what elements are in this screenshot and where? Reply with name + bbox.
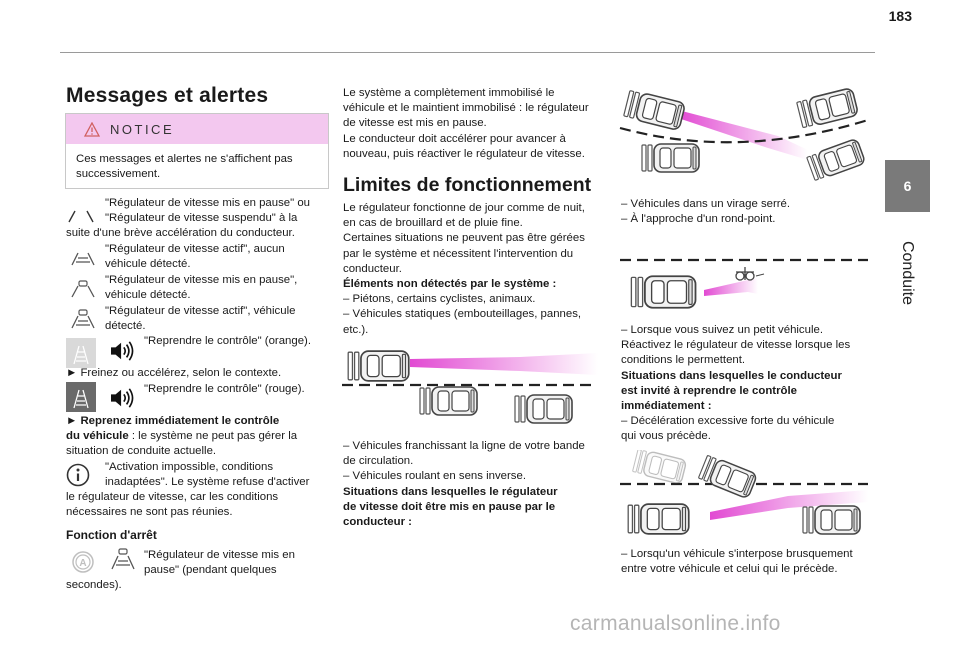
entry-paused-line2: "Régulateur de vitesse suspendu" à la [105,212,298,224]
auto-hold-letter: A [79,558,87,569]
illustration-cut-in [618,450,870,538]
watermark: carmanualsonline.info [570,612,781,635]
entry-paused-line3: suite d'une brève accélération du conducteur. [66,227,295,239]
col2-para2-line: en cas de brouillard et de pluie fine. [343,217,523,230]
speaker-icon [108,340,136,362]
entry-orange-action: ► Freinez ou accélérez, selon le contexte. [66,367,282,379]
col2-para2-line: conducteur. [343,262,402,275]
entry-paused-detected-line2: véhicule détecté. [105,289,191,301]
radar-beam [704,278,758,296]
section-side-label [880,218,935,328]
col2-para3-bold: de vitesse doit être mis en pause par le [343,500,556,513]
entry-red-action-bold: du véhicule [66,430,129,442]
warning-icon [84,122,100,137]
section-tab[interactable]: 6 [885,160,930,212]
crossing-car [420,387,477,415]
active-no-vehicle-icon [70,250,96,266]
heading-messages: Messages et alertes [66,84,269,107]
col2-para1-line: véhicule et le maintient immobilisé : le régulateur [343,102,589,115]
col3-para2-line: Réactivez le régulateur de vitesse lorsque les [621,339,851,352]
own-car [623,90,685,131]
col3-para3 [621,547,853,577]
entry-paused-line1: "Régulateur de vitesse mis en pause" ou [105,197,311,209]
own-car [628,504,689,534]
entry-active-detected-line1: "Régulateur de vitesse actif", véhicule [105,305,296,317]
col2-para3-bold: conducteur : [343,516,412,529]
col3-para1 [621,197,790,227]
col2-para2 [343,201,585,338]
notice-box [65,113,329,189]
motorcycle-icon [736,267,764,280]
entry-active-detected-line2: détecté. [105,320,146,332]
entry-take-control-red: "Reprendre le contrôle" (rouge). [144,383,305,395]
col2-para2-line: etc.). [343,323,369,336]
notice-header [66,114,328,144]
col2-para3-line: – Véhicules roulant en sens inverse. [343,470,526,483]
col2-para1-line: de vitesse est mis en pause. [343,117,487,130]
col3-para2 [621,323,850,445]
own-car [348,351,409,381]
col2-para2-line: Certaines situations ne peuvent pas être gérées [343,232,585,245]
col2-para1-line: Le conducteur doit accélérer pour avancer à [343,132,566,145]
col2-para3-line: de circulation. [343,455,414,468]
col2-para2-line: – Véhicules statiques (embouteillages, pannes, [343,308,582,321]
entry-unavailable-line1: "Activation impossible, conditions [105,461,274,473]
other-car [515,395,572,423]
preceding-car [803,506,860,534]
section-label-text: Conduite [899,240,916,306]
entry-active-none-line2: véhicule détecté. [105,258,191,270]
subheading-stop-function: Fonction d'arrêt [66,528,157,542]
entry-unavailable-line4: nécessaires ne sont pas réunies. [66,506,233,518]
entry-active-none-line1: "Régulateur de vitesse actif", aucun [105,243,285,255]
entry-unavailable-line3: le régulateur de vitesse, car les conditions [66,491,279,503]
heading-limits: Limites de fonctionnement [343,174,592,196]
entry-stop-line2: pause" (pendant quelques [144,564,277,576]
paused-vehicle-icon [110,548,136,570]
col2-para2-line: Le régulateur fonctionne de jour comme de nuit, [343,202,585,214]
illustration-lane-crossing [340,345,598,427]
col2-para2-bold: Éléments non détectés par le système : [343,278,557,291]
entry-take-control-orange: "Reprendre le contrôle" (orange). [144,335,312,347]
take-control-red-icon [66,382,96,412]
entry-stop-line3: secondes). [66,579,122,591]
col3-para2-bold: est invité à reprendre le contrôle [621,384,797,397]
cut-in-car [698,454,757,498]
parallel-car [642,144,699,172]
entry-red-action-rest: : le système ne peut pas gérer la [128,430,298,442]
col3-para2-bold: Situations dans lesquelles le conducteur [621,369,842,382]
illustration-small-vehicle [618,250,870,314]
entry-paused-detected-line1: "Régulateur de vitesse mis en pause", [105,274,298,286]
entry-unavailable-line2: inadaptées". Le système refuse d'activer [105,476,310,488]
col2-para3-line: – Véhicules franchissant la ligne de votre bande [343,440,585,452]
entry-red-action-line1: ► Reprenez immédiatement le contrôle [66,415,280,427]
take-control-orange-icon [66,338,96,368]
col2-para3-bold: Situations dans lesquelles le régulateur [343,485,558,498]
notice-text: Ces messages et alertes ne s'affichent pas successivement. [76,153,293,181]
col2-para2-line: par le système et nécessitent l'intervention du [343,247,574,260]
col3-para2-line: conditions le permettent. [621,354,746,367]
entry-red-action-line3: situation de conduite actuelle. [66,445,217,457]
col3-para3-line: – Lorsqu'un véhicule s'interpose brusquement [621,548,853,560]
lane-lines-icon [66,209,96,223]
col3-para2-bold: immédiatement : [621,400,712,413]
illustration-curve [618,88,868,184]
col3-para2-line: qui vous précède. [621,430,711,443]
col3-para1-line: – Véhicules dans un virage serré. [621,198,791,210]
entry-red-action-line2 [66,429,297,444]
col2-para3 [343,439,585,530]
speaker-icon [108,387,136,409]
oncoming-car [806,138,865,181]
header-rule [60,52,875,53]
own-car [631,276,695,308]
col2-para1-line: Le système a complètement immobilisé le [343,87,555,99]
col3-para3-line: entre votre véhicule et celui qui le précède. [621,563,838,576]
col3-para2-line: – Décélération excessive forte du véhicule [621,415,835,428]
active-vehicle-icon [70,309,96,329]
col2-para1-line: nouveau, puis réactiver le régulateur de vitesse. [343,147,585,160]
col2-para2-line: – Piétons, certains cyclistes, animaux. [343,293,536,306]
auto-hold-icon [70,550,96,574]
col3-para2-line: – Lorsque vous suivez un petit véhicule. [621,324,823,336]
col3-para1-line: – À l'approche d'un rond-point. [621,213,776,226]
ghost-car [632,450,686,484]
entry-stop-line1: "Régulateur de vitesse mis en [144,549,295,561]
notice-title: NOTICE [110,121,175,137]
other-car [796,88,858,129]
page-number: 183 [888,8,912,24]
paused-vehicle-icon [70,280,96,298]
col2-para1 [343,86,589,162]
info-icon [66,463,90,487]
